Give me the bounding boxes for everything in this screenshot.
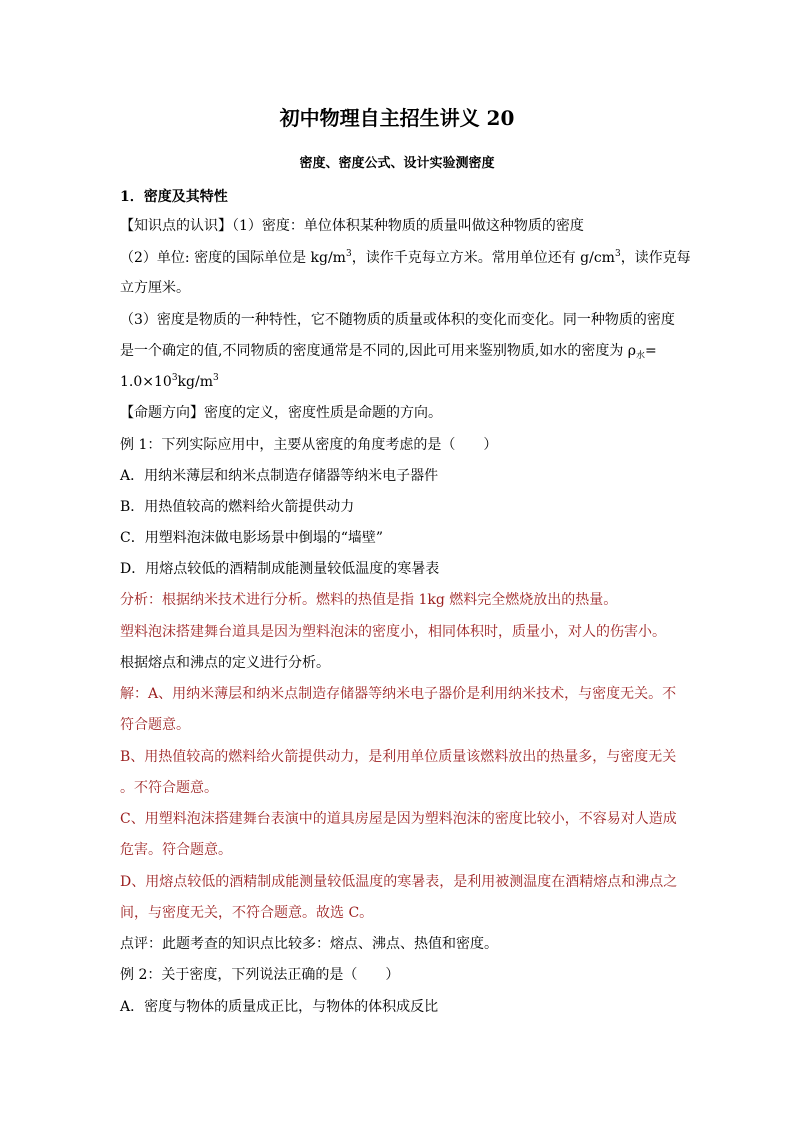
unit-text-si: （2）单位: 密度的国际单位是 kg/m bbox=[120, 250, 346, 266]
analysis-line: 根据熔点和沸点的定义进行分析。 bbox=[120, 655, 330, 671]
solution-line: C、用塑料泡沫搭建舞台表演中的道具房屋是因为塑料泡沫的密度比较小，不容易对人造成 bbox=[120, 811, 677, 827]
unit-exponent: 3 bbox=[212, 373, 219, 383]
analysis-line: 分析：根据纳米技术进行分析。燃料的热值是指 1kg 燃料完全燃烧放出的热量。 bbox=[120, 592, 618, 608]
example1-option: D．用熔点较低的酒精制成能测量较低温度的寒暑表 bbox=[120, 561, 440, 577]
solution-line: 符合题意。 bbox=[120, 717, 190, 733]
superscript-3: 3 bbox=[345, 249, 352, 259]
exponent: 3 bbox=[171, 373, 178, 383]
solution-line: 危害。符合题意。 bbox=[120, 842, 232, 858]
example2-option: A．密度与物体的质量成正比，与物体的体积成反比 bbox=[120, 999, 439, 1015]
example1-option: B．用热值较高的燃料给火箭提供动力 bbox=[120, 499, 355, 515]
solution-line: D、用熔点较低的酒精制成能测量较低温度的寒暑表，是利用被测温度在酒精熔点和沸点之 bbox=[120, 874, 678, 890]
section-heading: 1．密度及其特性 bbox=[120, 189, 228, 205]
example1-option: C．用塑料泡沫做电影场景中倒塌的“墙壁” bbox=[120, 530, 384, 546]
page-subtitle: 密度、密度公式、设计实验测密度 bbox=[299, 156, 495, 171]
example2-question: 例 2：关于密度，下列说法正确的是（ ） bbox=[120, 967, 400, 983]
water-density-unit: kg/m bbox=[177, 374, 213, 390]
equals-sign: = bbox=[645, 343, 657, 359]
solution-line: 解：A、用纳米薄层和纳米点制造存储器等纳米电子器价是利用纳米技术，与密度无关。不 bbox=[120, 686, 677, 702]
comment-line: 点评：此题考查的知识点比较多：熔点、沸点、热值和密度。 bbox=[120, 936, 498, 952]
solution-line: 。不符合题意。 bbox=[120, 780, 218, 796]
water-density-text: 是一个确定的值,不同物质的密度通常是不同的,因此可用来鉴别物质,如水的密度为 ρ bbox=[120, 343, 637, 359]
knowledge-line-5 bbox=[120, 340, 680, 362]
analysis-line: 塑料泡沫搭建舞台道具是因为塑料泡沫的密度小，相同体积时，质量小，对人的伤害小。 bbox=[120, 624, 666, 640]
superscript-3: 3 bbox=[614, 249, 621, 259]
knowledge-line-4: （3）密度是物质的一种特性，它不随物质的质量或体积的变化而变化。同一种物质的密度 bbox=[120, 312, 675, 328]
water-subscript: 水 bbox=[636, 351, 646, 361]
knowledge-line-6 bbox=[120, 371, 680, 393]
knowledge-line-2 bbox=[120, 247, 691, 269]
solution-line: B、用热值较高的燃料给火箭提供动力，是利用单位质量该燃料放出的热量多，与密度无关 bbox=[120, 749, 677, 765]
unit-text-reading: ，读作克每 bbox=[620, 250, 691, 266]
page-title: 初中物理自主招生讲义 20 bbox=[279, 106, 515, 130]
unit-text-common: ，读作千克每立方米。常用单位还有 g/cm bbox=[351, 250, 615, 266]
knowledge-line-1: 【知识点的认识】（1）密度：单位体积某种物质的质量叫做这种物质的密度 bbox=[120, 218, 584, 234]
proposition-direction: 【命题方向】密度的定义，密度性质是命题的方向。 bbox=[120, 405, 442, 421]
knowledge-line-3: 立方厘米。 bbox=[120, 280, 190, 296]
solution-line: 间，与密度无关，不符合题意。故选 C。 bbox=[120, 905, 374, 921]
water-density-value: 1.0×10 bbox=[120, 374, 172, 390]
example1-question: 例 1：下列实际应用中，主要从密度的角度考虑的是（ ） bbox=[120, 437, 498, 453]
example1-option: A．用纳米薄层和纳米点制造存储器等纳米电子器件 bbox=[120, 468, 439, 484]
